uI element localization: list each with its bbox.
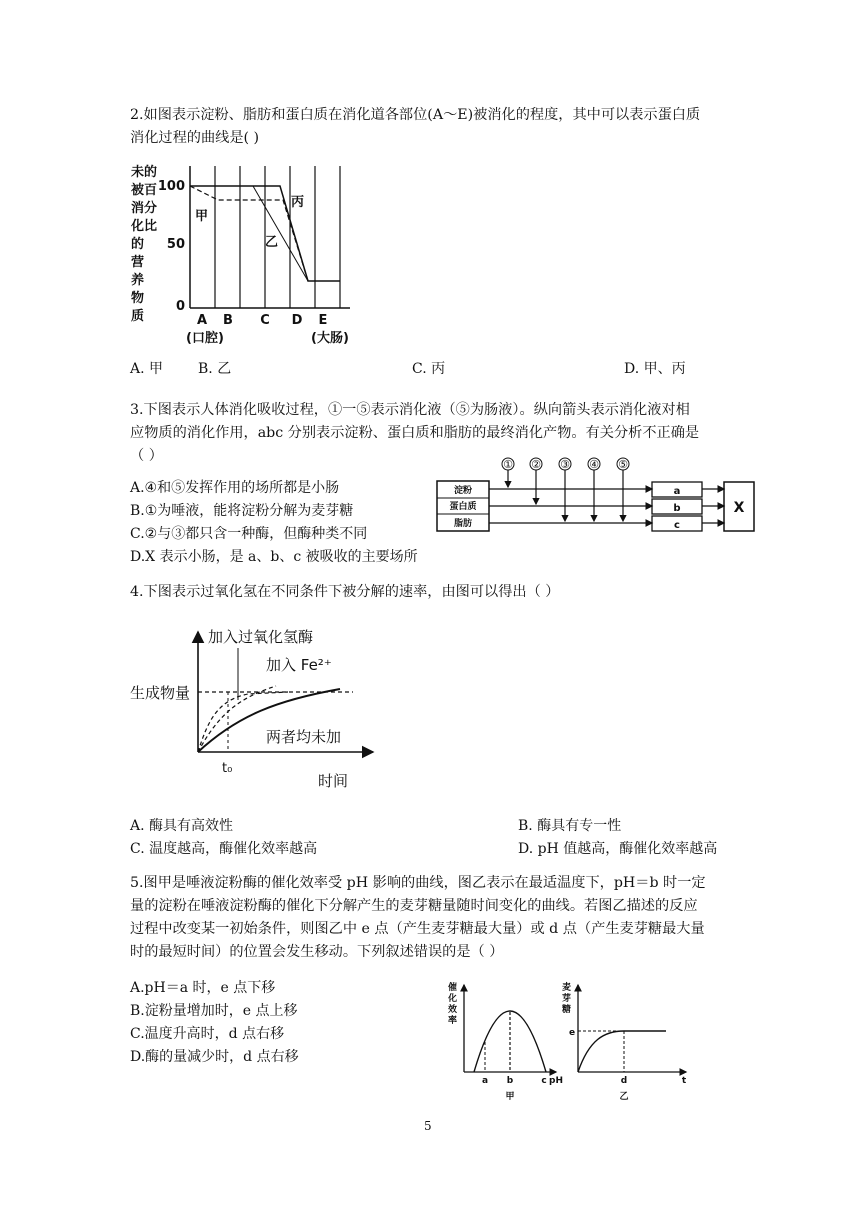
q2-ylabel-5: 营 [131, 255, 145, 270]
q2-option-d: D. 甲、丙 [624, 361, 686, 377]
q3-stem-line1: 3.下图表示人体消化吸收过程，①一⑤表示消化液（⑤为肠液）。纵向箭头表示消化液对相 [130, 402, 690, 418]
q3-option-c: C.②与③都只含一种酶，但酶种类不同 [130, 526, 368, 542]
q3-circle-5: ⑤ [618, 458, 628, 471]
q3-option-d: D.X 表示小肠，是 a、b、c 被吸收的主要场所 [130, 549, 418, 565]
q2-stem-line2: 消化过程的曲线是( ) [130, 130, 260, 146]
q3-product-c: c [674, 520, 680, 531]
q5-jia-xtick-c: c [541, 1076, 547, 1086]
q2-xtick-E: E [318, 313, 328, 328]
q3-row-fat: 脂肪 [453, 519, 473, 529]
q3-stem-line2: 应物质的消化作用，abc 分别表示淀粉、蛋白质和脂肪的最终消化产物。有关分析不正确是 [130, 425, 700, 441]
q3-digestion-diagram [432, 454, 777, 538]
q5-jia-xtick-b: b [506, 1076, 514, 1086]
q3-circle-1: ① [503, 458, 513, 471]
q5-option-c: C.温度升高时，d 点右移 [130, 1026, 285, 1042]
q2-xnote-colon: (大肠) [311, 331, 349, 346]
q3-option-a: A.④和⑤发挥作用的场所都是小肠 [130, 480, 340, 496]
q4-xlabel: 时间 [318, 772, 349, 790]
q2-curve-bing: 丙 [291, 195, 305, 210]
q5-yi-d: d [620, 1076, 628, 1086]
q5-jia-caption: 甲 [505, 1092, 515, 1102]
q5-option-a: A.pH＝a 时，e 点下移 [130, 980, 276, 996]
q4-label-none: 两者均未加 [266, 728, 342, 746]
q3-product-b: b [673, 503, 681, 514]
q2-ytick-0: 0 [175, 299, 185, 314]
q5-stem-line2: 量的淀粉在唾液淀粉酶的催化下分解产生的麦芽糖量随时间变化的曲线。若图乙描述的反应 [130, 898, 698, 914]
q5-jia-xtick-a: a [481, 1076, 489, 1086]
q4-option-b: B. 酶具有专一性 [518, 818, 622, 834]
q2-curve-yi: 乙 [265, 235, 279, 250]
q4-stem-line1: 4.下图表示过氧化氢在不同条件下被分解的速率，由图可以得出（ ） [130, 584, 560, 600]
q2-xnote-mouth: (口腔) [186, 331, 224, 346]
q2-option-b: B. 乙 [198, 361, 232, 377]
q3-stem-line3: （ ） [130, 448, 163, 464]
q5-stem-line3: 过程中改变某一初始条件，则图乙中 e 点（产生麦芽糖最大量）或 d 点（产生麦芽糖最大量 [130, 921, 705, 937]
q2-ylabel-8: 质 [131, 309, 145, 324]
q4-option-d: D. pH 值越高，酶催化效率越高 [518, 841, 718, 857]
q2-ylabel-3: 化比 [131, 219, 158, 234]
q3-circle-3: ③ [560, 458, 570, 471]
q5-stem-line4: 时的最短时间）的位置会发生移动。下列叙述错误的是（ ） [130, 944, 504, 960]
q5-yi-ylabel-2: 糖 [562, 1005, 572, 1015]
q2-curve-jia: 甲 [195, 209, 209, 224]
q3-product-a: a [673, 486, 681, 497]
q5-option-d: D.酶的量减少时，d 点右移 [130, 1049, 299, 1065]
q5-jia-ylabel-1: 化 [448, 994, 458, 1004]
q5-yi-ylabel-1: 芽 [562, 994, 572, 1004]
q2-ylabel-7: 物 [131, 291, 145, 306]
q5-yi-t: t [681, 1076, 687, 1086]
q4-t0: t₀ [222, 761, 233, 776]
q5-yi-e: e [569, 1028, 576, 1038]
q5-yi-caption: 乙 [619, 1092, 629, 1102]
q2-ylabel-6: 养 [131, 273, 145, 288]
q4-label-fe: 加入 Fe²⁺ [266, 656, 332, 674]
q5-jia-xunit: pH [549, 1076, 563, 1086]
q2-digestion-chart [125, 158, 365, 353]
q2-xtick-C: C [260, 313, 270, 328]
q5-jia-ylabel-2: 效 [448, 1005, 458, 1015]
q3-row-protein: 蛋白质 [449, 502, 477, 512]
q4-option-c: C. 温度越高，酶催化效率越高 [130, 841, 318, 857]
q2-option-c: C. 丙 [412, 361, 446, 377]
q5-yi-ylabel-0: 麦 [562, 983, 572, 993]
q2-stem-line1: 2.如图表示淀粉、脂肪和蛋白质在消化道各部位(A～E)被消化的程度，其中可以表示蛋白质 [130, 107, 701, 123]
q2-ytick-50: 50 [166, 237, 185, 252]
q3-option-b: B.①为唾液，能将淀粉分解为麦芽糖 [130, 503, 354, 519]
q2-ytick-100: 100 [157, 179, 185, 194]
q2-ylabel-4: 的 [131, 237, 145, 252]
q4-ylabel: 生成物量 [130, 684, 191, 702]
q2-option-a: A. 甲 [130, 361, 164, 377]
q4-option-a: A. 酶具有高效性 [130, 818, 234, 834]
q3-circle-4: ④ [589, 458, 599, 471]
q2-ylabel-0: 未的 [131, 165, 158, 180]
q2-xtick-B: B [223, 313, 233, 328]
q2-ylabel-2: 消分 [131, 201, 158, 216]
q2-ylabel-1: 被百 [131, 183, 158, 198]
q5-jia-ylabel-0: 催 [448, 983, 458, 993]
q4-reaction-chart [128, 620, 398, 800]
q5-jia-ylabel-3: 率 [448, 1016, 458, 1026]
q5-stem-line1: 5.图甲是唾液淀粉酶的催化效率受 pH 影响的曲线，图乙表示在最适温度下，pH＝b 时一定 [130, 875, 706, 891]
q2-xtick-D: D [291, 313, 303, 328]
page-number: 5 [424, 1119, 432, 1133]
q4-label-enzyme: 加入过氧化氢酶 [208, 628, 314, 646]
q2-xtick-A: A [196, 313, 208, 328]
q5-option-b: B.淀粉量增加时，e 点上移 [130, 1003, 298, 1019]
q3-x-box: X [733, 500, 745, 516]
q5-enzyme-charts [444, 980, 699, 1106]
q3-row-starch: 淀粉 [453, 486, 473, 496]
q3-circle-2: ② [531, 458, 541, 471]
